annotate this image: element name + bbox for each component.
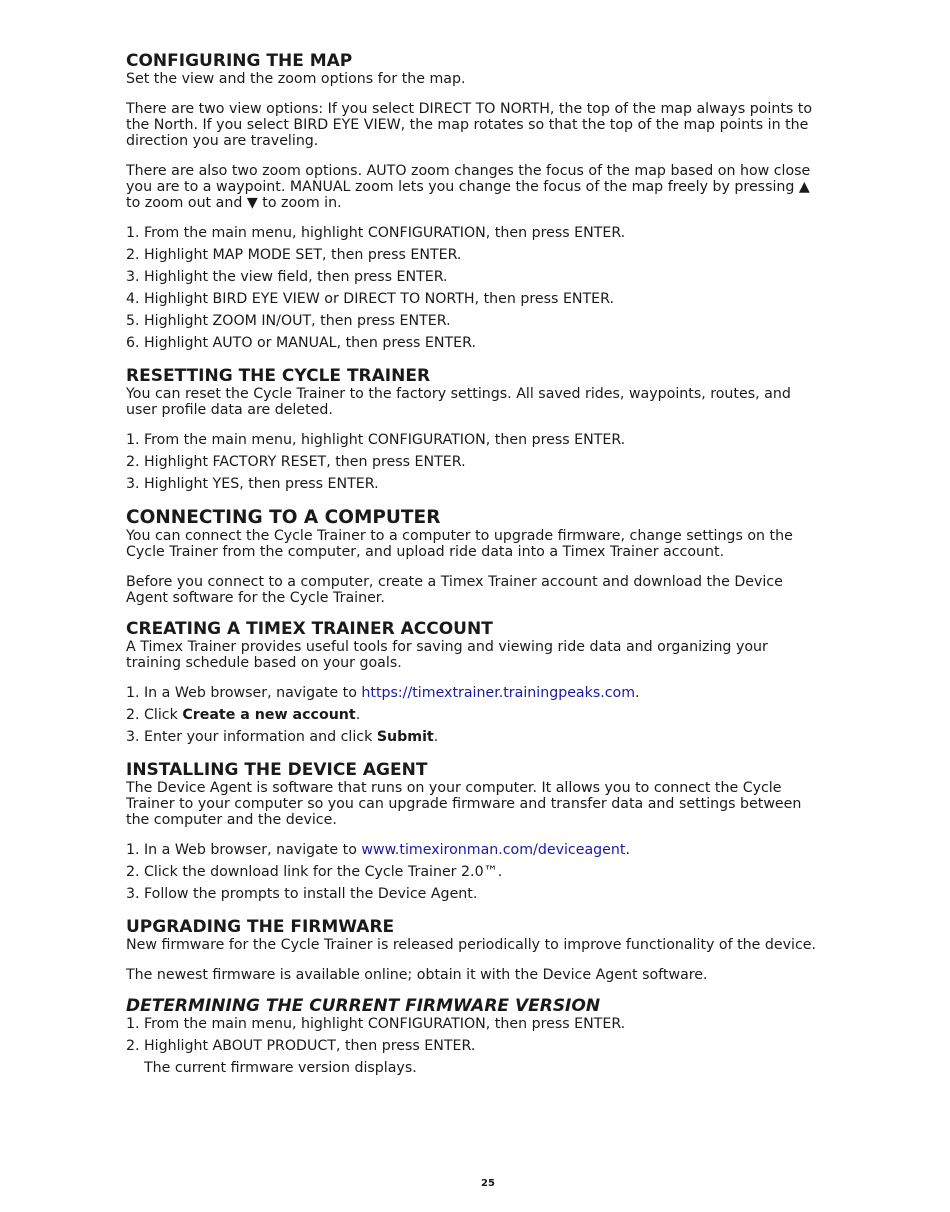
step-text-part: . [355, 707, 361, 723]
step-number: 1. [126, 685, 140, 701]
section-paragraph: You can connect the Cycle Trainer to a computer to upgrade firmware, change settings on the Cycle Trainer from the computer, and upload ride data into a Timex Trainer account. [126, 528, 793, 560]
step-number: 3. [126, 269, 140, 285]
step-text-part: In a Web browser, navigate to [144, 685, 362, 701]
step-result-note: The current firmware version displays. [144, 1060, 417, 1076]
step-text: Click the download link for the Cycle Trainer 2.0™. [144, 864, 503, 880]
section-paragraph: Before you connect to a computer, create a Timex Trainer account and download the Device Agent software for the Cycle Trainer. [126, 574, 783, 606]
steps-list [126, 432, 826, 498]
section-configuring-map [126, 52, 826, 357]
list-item [126, 335, 826, 357]
steps-list [126, 1016, 826, 1082]
list-item [126, 454, 826, 476]
ui-label-create-account: Create a new account [182, 707, 356, 723]
step-text [144, 729, 438, 745]
section-heading: CREATING A TIMEX TRAINER ACCOUNT [126, 619, 493, 639]
step-number: 2. [126, 247, 140, 263]
section-upgrading-firmware [126, 918, 826, 983]
step-text: Highlight MAP MODE SET, then press ENTER. [144, 247, 462, 263]
step-text: Highlight AUTO or MANUAL, then press ENTER. [144, 335, 476, 351]
step-text-part: . [635, 685, 640, 701]
zoom-text-part: to zoom in. [257, 195, 342, 211]
step-number: 1. [126, 842, 140, 858]
section-intro: The Device Agent is software that runs on your computer. It allows you to connect the Cycle Trainer to your computer so you can upgrade firmware and transfer data and settings between the computer and the device. [126, 780, 802, 828]
section-heading: UPGRADING THE FIRMWARE [126, 917, 395, 937]
ui-label-submit: Submit [376, 729, 434, 745]
step-text-part: Click [144, 707, 183, 723]
step-number: 5. [126, 313, 140, 329]
zoom-text-part: to zoom out and [126, 195, 247, 211]
step-text-part: . [625, 842, 630, 858]
step-text: Highlight ZOOM IN/OUT, then press ENTER. [144, 313, 451, 329]
list-item [126, 291, 826, 313]
step-text: Highlight YES, then press ENTER. [144, 476, 379, 492]
step-text: From the main menu, highlight CONFIGURATION, then press ENTER. [144, 432, 626, 448]
zoom-text-part: There are also two zoom options. AUTO zoom changes the focus of the map based on how close you are to a waypoint. MANUAL zoom lets you change the focus of the map freely by pressing [126, 163, 811, 195]
section-paragraph: The newest firmware is available online; obtain it with the Device Agent software. [126, 967, 708, 983]
step-number: 2. [126, 864, 140, 880]
steps-list [126, 225, 826, 357]
step-number: 2. [126, 454, 140, 470]
section-installing-agent [126, 761, 826, 908]
step-text: Highlight ABOUT PRODUCT, then press ENTER. [144, 1038, 476, 1054]
list-item [126, 432, 826, 454]
step-text: Highlight the view field, then press ENTER. [144, 269, 448, 285]
step-text-part: Enter your information and click [144, 729, 377, 745]
section-heading: CONNECTING TO A COMPUTER [126, 507, 441, 528]
steps-list [126, 842, 826, 908]
up-arrow-icon: ▲ [798, 179, 810, 195]
step-text [144, 707, 360, 723]
step-number: 2. [126, 1038, 140, 1054]
page-content [126, 52, 826, 1092]
subsection-heading: DETERMINING THE CURRENT FIRMWARE VERSION [126, 996, 601, 1016]
step-text-part: . [433, 729, 439, 745]
step-text: From the main menu, highlight CONFIGURATION, then press ENTER. [144, 225, 626, 241]
list-item [126, 313, 826, 335]
step-number: 1. [126, 1016, 140, 1032]
zoom-options-paragraph [126, 163, 826, 211]
list-item [126, 1038, 826, 1060]
list-item [126, 707, 826, 729]
step-text [144, 685, 640, 701]
step-text: From the main menu, highlight CONFIGURATION, then press ENTER. [144, 1016, 626, 1032]
device-agent-link[interactable]: www.timexironman.com/deviceagent [361, 842, 626, 858]
list-item [126, 886, 826, 908]
section-heading: INSTALLING THE DEVICE AGENT [126, 760, 428, 780]
step-text [144, 842, 630, 858]
list-item [126, 247, 826, 269]
list-item [126, 864, 826, 886]
down-arrow-icon: ▼ [246, 195, 258, 211]
section-resetting [126, 367, 826, 498]
step-text: Highlight FACTORY RESET, then press ENTER. [144, 454, 466, 470]
list-item [126, 476, 826, 498]
step-number: 1. [126, 225, 140, 241]
section-creating-account [126, 620, 826, 751]
section-heading: RESETTING THE CYCLE TRAINER [126, 366, 431, 386]
list-item [126, 729, 826, 751]
section-intro: You can reset the Cycle Trainer to the factory settings. All saved rides, waypoints, routes, and user profile data are deleted. [126, 386, 791, 418]
page-number: 25 [481, 1178, 495, 1189]
section-intro: A Timex Trainer provides useful tools for saving and viewing ride data and organizing your training schedule based on your goals. [126, 639, 768, 671]
steps-list [126, 685, 826, 751]
step-number: 3. [126, 729, 140, 745]
step-text: Highlight BIRD EYE VIEW or DIRECT TO NORTH, then press ENTER. [144, 291, 615, 307]
step-number: 6. [126, 335, 140, 351]
step-number: 3. [126, 476, 140, 492]
section-firmware-version [126, 997, 826, 1082]
section-paragraph: New firmware for the Cycle Trainer is released periodically to improve functionality of the device. [126, 937, 817, 953]
step-text: Follow the prompts to install the Device Agent. [144, 886, 478, 902]
list-item [126, 685, 826, 707]
list-item [126, 842, 826, 864]
step-number: 2. [126, 707, 140, 723]
step-number: 3. [126, 886, 140, 902]
section-heading: CONFIGURING THE MAP [126, 51, 353, 71]
list-item [126, 1016, 826, 1038]
step-text-part: In a Web browser, navigate to [144, 842, 362, 858]
section-connecting [126, 508, 826, 606]
list-item [126, 269, 826, 291]
list-item [126, 225, 826, 247]
trainingpeaks-link[interactable]: https://timextrainer.trainingpeaks.com [361, 685, 636, 701]
step-number: 4. [126, 291, 140, 307]
section-intro: Set the view and the zoom options for the map. [126, 71, 466, 87]
step-number: 1. [126, 432, 140, 448]
view-options-paragraph: There are two view options: If you select DIRECT TO NORTH, the top of the map always points to the North. If you select BIRD EYE VIEW, the map rotates so that the top of the map points in the direction you are traveling. [126, 101, 813, 149]
